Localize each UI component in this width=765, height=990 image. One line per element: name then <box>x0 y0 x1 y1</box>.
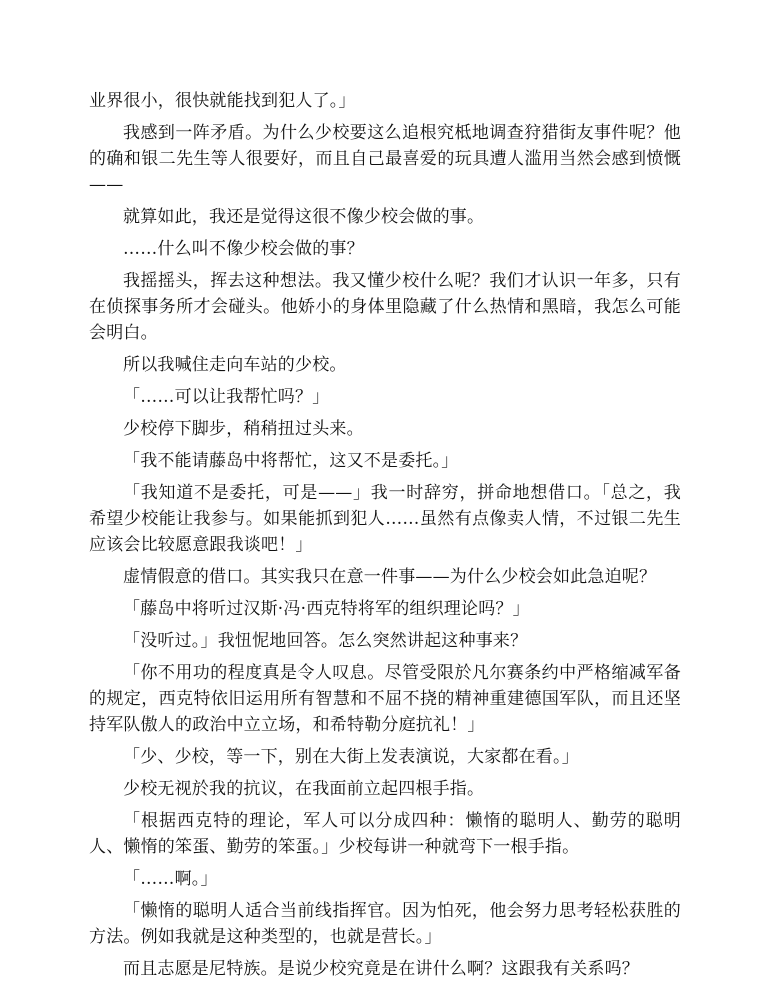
paragraph: 「……啊。」 <box>123 869 218 889</box>
paragraph: ……什么叫不像少校会做的事？ <box>123 239 364 259</box>
paragraph: 「少、少校，等一下，别在大街上发表演说，大家都在看。」 <box>123 747 579 767</box>
paragraph: 「根据西克特的理论，军人可以分成四种：懒惰的聪明人、勤劳的聪明人、懒惰的笨蛋、勤劳的笨蛋。」少校每讲一种就弯下一根手指。 <box>89 811 681 857</box>
paragraph: 而且志愿是尼特族。是说少校究竟是在讲什么啊？这跟我有关系吗？ <box>123 959 639 979</box>
paragraph: 「我不能请藤岛中将帮忙，这又不是委托。」 <box>123 451 459 471</box>
paragraph: 业界很小，很快就能找到犯人了。」 <box>89 91 356 111</box>
paragraph: 虚情假意的借口。其实我只在意一件事——为什么少校会如此急迫呢？ <box>123 567 657 587</box>
paragraph: 「懒惰的聪明人适合当前线指挥官。因为怕死，他会努力思考轻松获胜的方法。例如我就是这种类型的，也就是营长。」 <box>89 901 681 947</box>
paragraph: 少校无视於我的抗议，在我面前立起四根手指。 <box>123 779 485 799</box>
paragraph: 少校停下脚步，稍稍扭过头来。 <box>123 419 364 439</box>
paragraph: 我摇摇头，挥去这种想法。我又懂少校什么呢？我们才认识一年多，只有在侦探事务所才会碰头。他娇小的身体里隐藏了什么热情和黑暗，我怎么可能会明白。 <box>89 271 681 343</box>
paragraph: 所以我喊住走向车站的少校。 <box>123 355 347 375</box>
paragraph: 「我知道不是委托，可是——」我一时辞穷，拼命地想借口。「总之，我希望少校能让我参与。如果能抓到犯人……虽然有点像卖人情，不过银二先生应该会比较愿意跟我谈吧！」 <box>89 483 681 555</box>
paragraph: 就算如此，我还是觉得这很不像少校会做的事。 <box>123 207 485 227</box>
body-text <box>89 88 681 988</box>
paragraph: 「……可以让我帮忙吗？」 <box>123 387 330 407</box>
paragraph: 「没听过。」我忸怩地回答。怎么突然讲起这种事来？ <box>123 631 528 651</box>
paragraph: 「你不用功的程度真是令人叹息。尽管受限於凡尔赛条约中严格缩减军备的规定，西克特依旧运用所有智慧和不屈不挠的精神重建德国军队，而且还坚持军队傲人的政治中立立场，和希特勒分庭抗礼！」 <box>89 663 681 735</box>
paragraph: 我感到一阵矛盾。为什么少校要这么追根究柢地调查狩猎街友事件呢？他的确和银二先生等人很要好，而且自己最喜爱的玩具遭人滥用当然会感到愤慨—— <box>89 123 681 195</box>
paragraph: 「藤岛中将听过汉斯·冯·西克特将军的组织理论吗？」 <box>123 599 530 619</box>
